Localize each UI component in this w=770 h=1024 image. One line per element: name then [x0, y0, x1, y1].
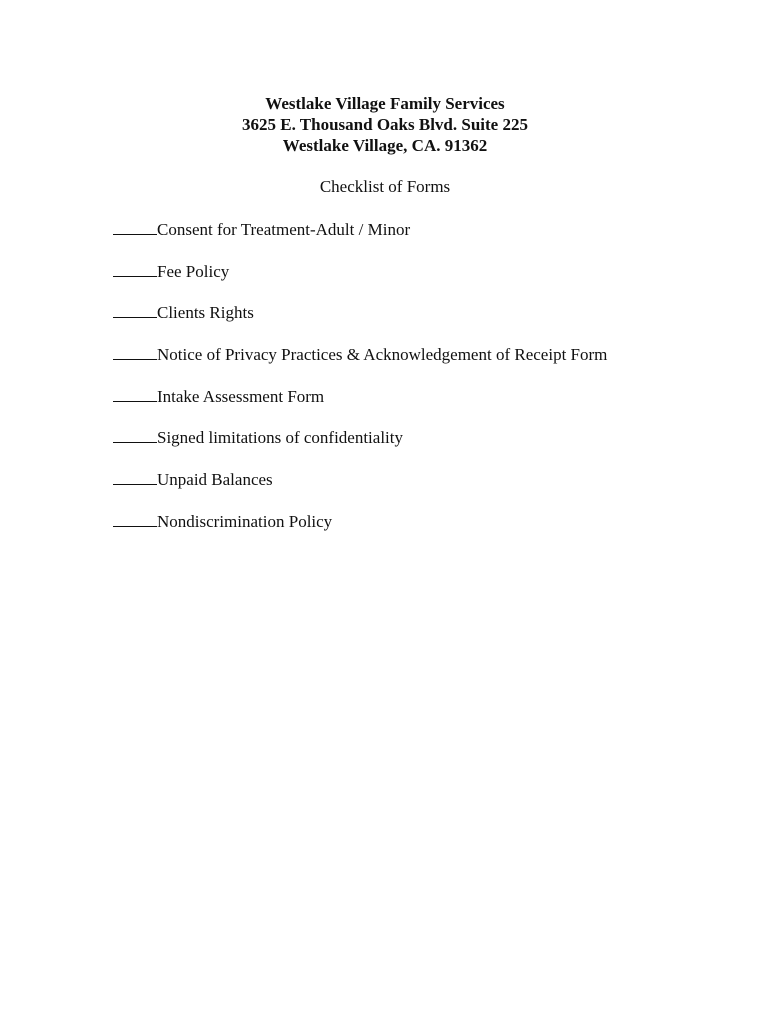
checklist-item-confidentiality — [113, 426, 607, 447]
checklist-item-nondiscrimination — [113, 510, 607, 531]
city-state-zip: Westlake Village, CA. 91362 — [282, 136, 488, 155]
checklist-item-intake-assessment — [113, 385, 607, 406]
street-address: 3625 E. Thousand Oaks Blvd. Suite 225 — [242, 115, 528, 134]
checklist-item-label: Intake Assessment Form — [157, 386, 325, 406]
check-blank-line[interactable] — [113, 343, 157, 360]
checklist-item-label: Unpaid Balances — [157, 470, 273, 490]
check-blank-line[interactable] — [113, 260, 157, 277]
check-blank-line[interactable] — [113, 218, 157, 235]
checklist-item-label: Consent for Treatment-Adult / Minor — [157, 220, 411, 239]
letterhead — [0, 93, 770, 156]
checklist-item-label: Clients Rights — [157, 303, 254, 323]
check-blank-line[interactable] — [113, 301, 157, 318]
forms-checklist — [113, 218, 607, 552]
check-blank-line[interactable] — [113, 426, 157, 443]
check-blank-line[interactable] — [113, 385, 157, 402]
organization-name: Westlake Village Family Services — [265, 94, 505, 113]
checklist-item-privacy-notice — [113, 343, 607, 364]
checklist-item-label: Fee Policy — [157, 261, 230, 281]
checklist-item-consent — [113, 218, 607, 239]
checklist-item-fee-policy — [113, 260, 607, 281]
checklist-item-label: Nondiscrimination Policy — [157, 511, 333, 531]
document-title: Checklist of Forms — [319, 177, 451, 196]
checklist-item-clients-rights — [113, 301, 607, 322]
check-blank-line[interactable] — [113, 510, 157, 527]
check-blank-line[interactable] — [113, 468, 157, 485]
checklist-item-label: Signed limitations of confidentiality — [157, 428, 403, 448]
checklist-item-unpaid-balances — [113, 468, 607, 489]
checklist-item-label: Notice of Privacy Practices & Acknowledgement of Receipt Form — [157, 345, 608, 365]
